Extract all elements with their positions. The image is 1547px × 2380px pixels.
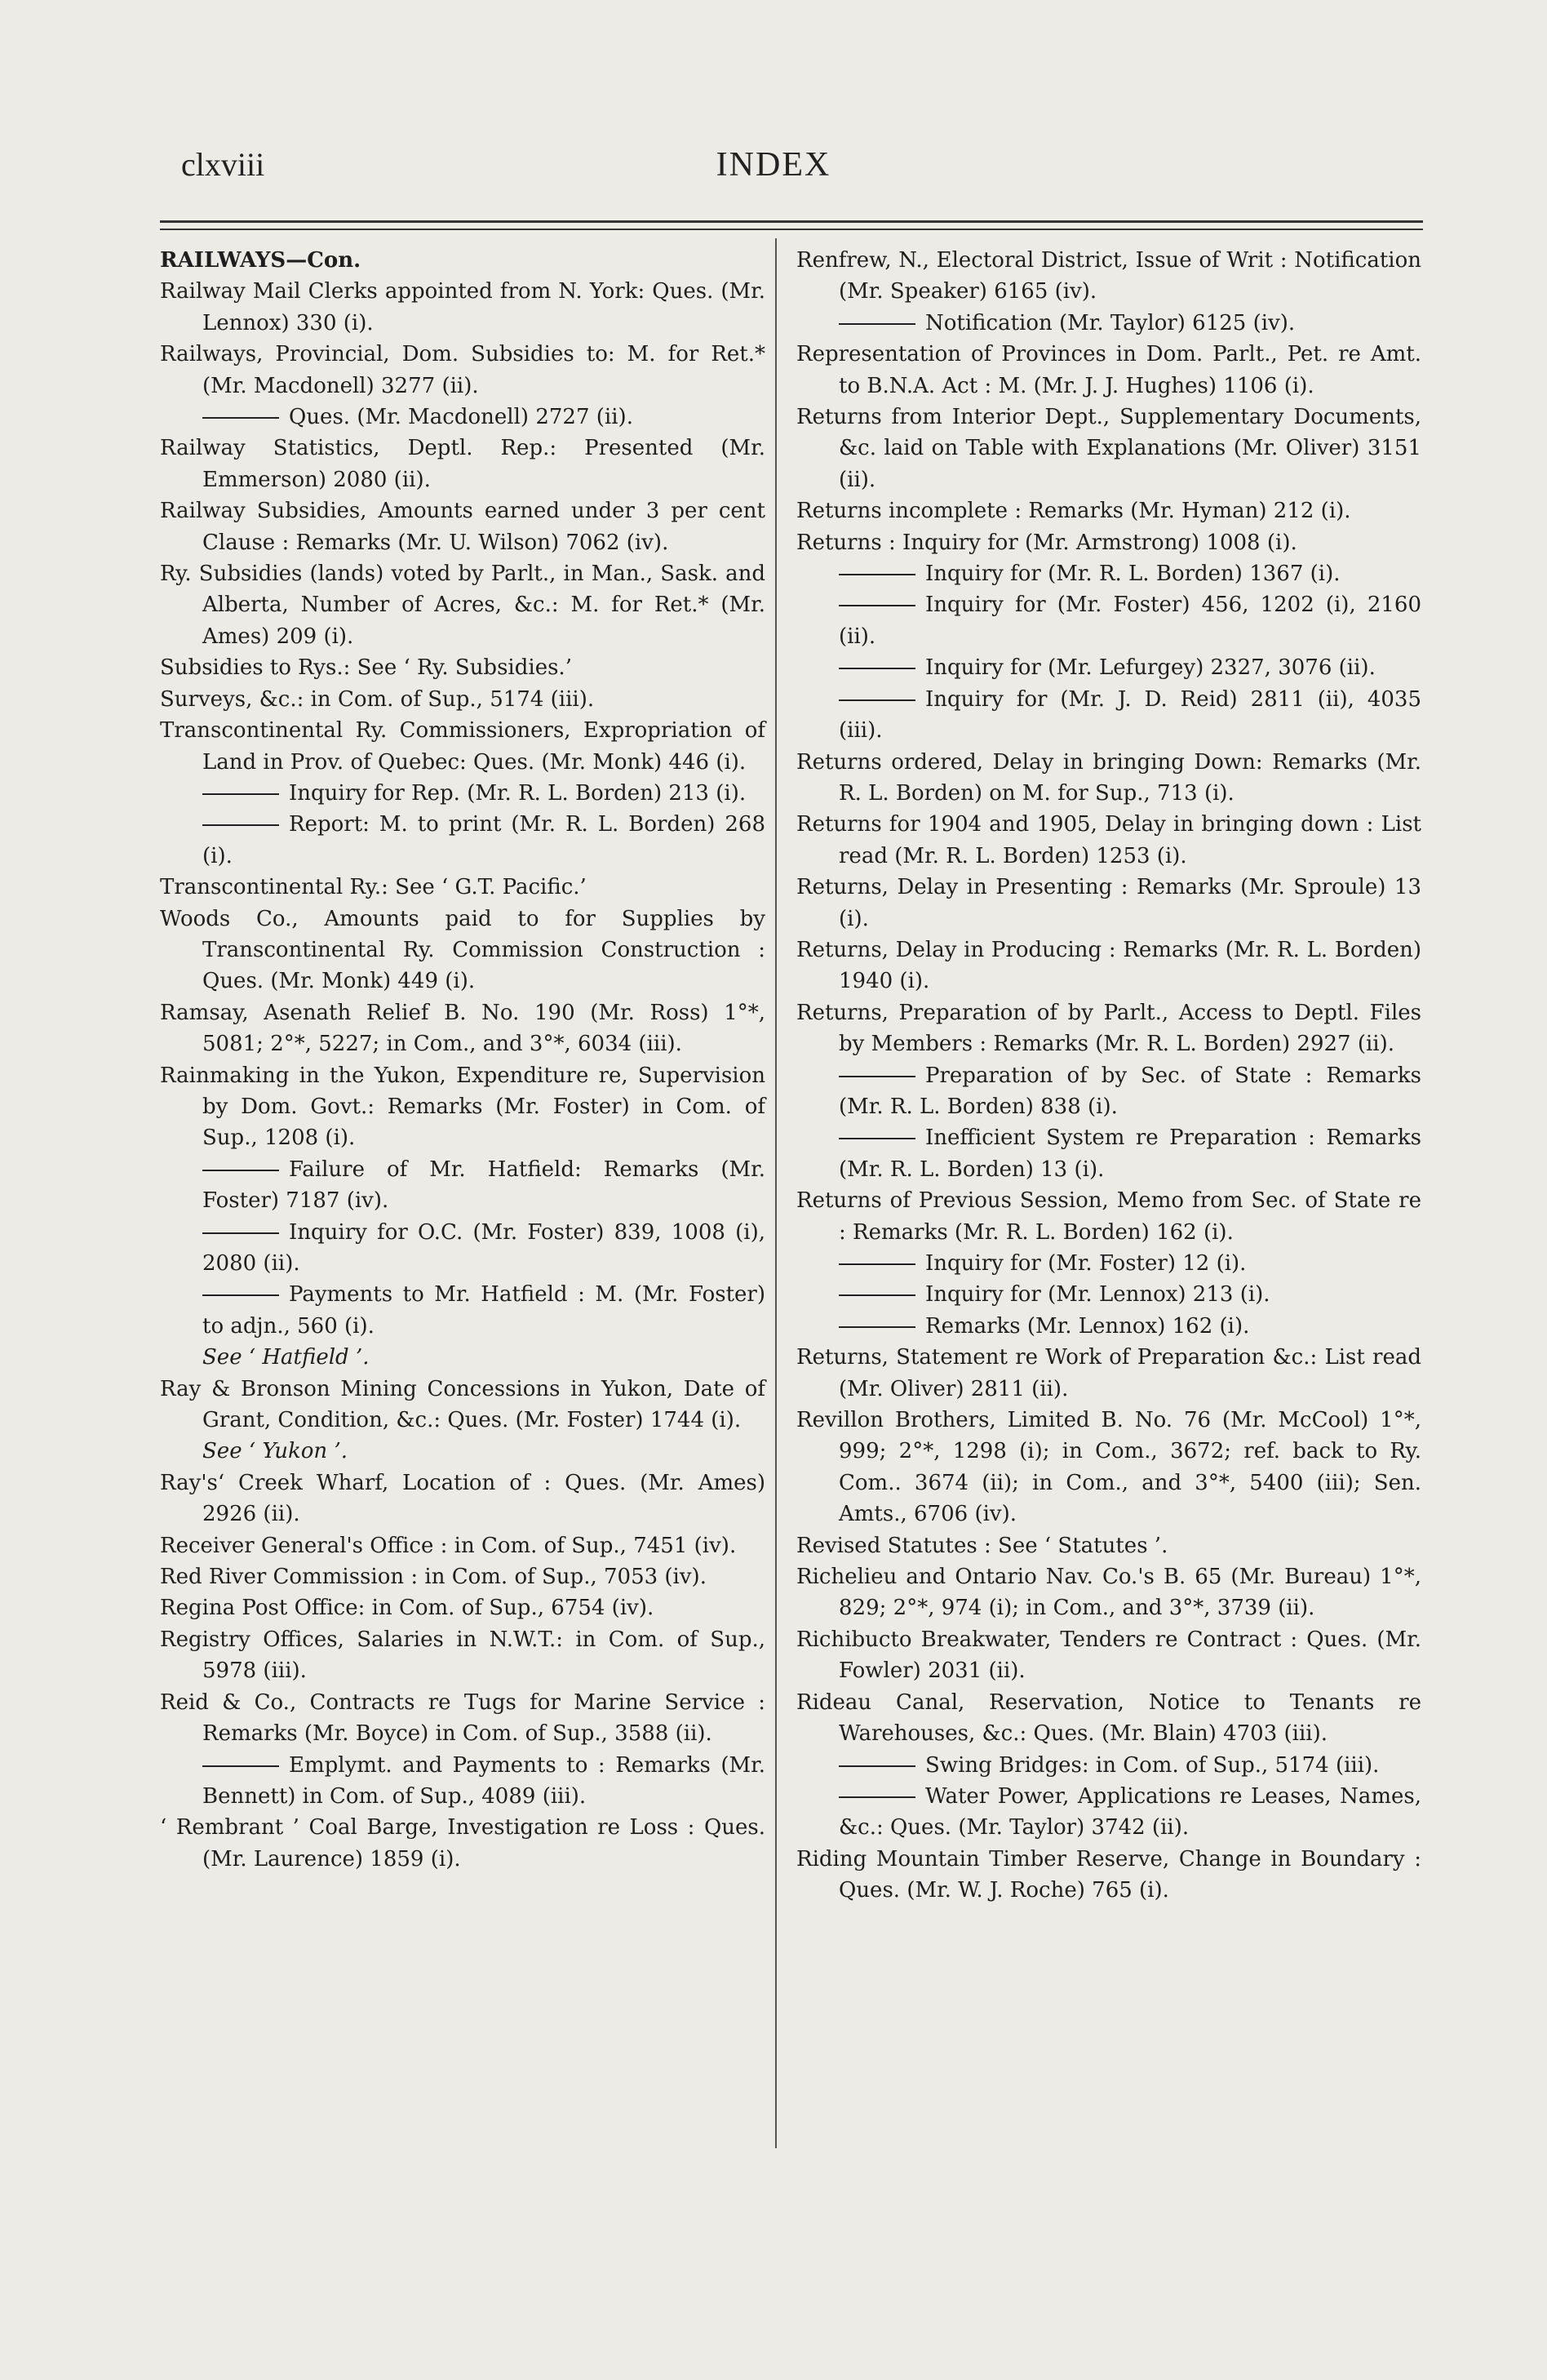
index-entry xyxy=(160,433,765,495)
ditto-dash xyxy=(839,1765,915,1767)
index-entry-text: RAILWAYS—Con. xyxy=(160,248,361,273)
index-entry-text: Water Power, Applications re Leases, Names, &c.: Ques. (Mr. Taylor) 3742 (ii). xyxy=(839,1783,1421,1841)
index-entry xyxy=(796,558,1421,589)
index-entry-text: Swing Bridges: in Com. of Sup., 5174 (iii). xyxy=(925,1752,1380,1778)
index-entry xyxy=(796,1342,1421,1405)
index-entry-text: Inquiry for (Mr. R. L. Borden) 1367 (i). xyxy=(925,562,1341,587)
page-number: clxviii xyxy=(181,146,265,183)
index-entry xyxy=(160,1342,765,1373)
left-column xyxy=(160,245,765,1875)
index-entry-text: Returns of Previous Session, Memo from Sec. of State re : Remarks (Mr. R. L. Borden) 162 (i). xyxy=(796,1188,1421,1245)
index-entry-text: Subsidies to Rys.: See ‘ Ry. Subsidies.’ xyxy=(160,655,572,681)
index-entry-text: Report: M. to print (Mr. R. L. Borden) 268 (i). xyxy=(202,812,765,868)
index-entry-text: Representation of Provinces in Dom. Parlt., Pet. re Amt. to B.N.A. Act : M. (Mr. J. J. Hughes) 1106 (i). xyxy=(796,342,1421,398)
index-entry xyxy=(796,1185,1421,1248)
ditto-dash xyxy=(839,605,915,606)
index-entry xyxy=(160,339,765,402)
index-entry xyxy=(796,245,1421,308)
ditto-dash xyxy=(839,1796,915,1798)
header-rule-top xyxy=(160,220,1423,223)
index-entry xyxy=(160,1154,765,1217)
index-entry xyxy=(796,1248,1421,1279)
index-entry xyxy=(160,872,765,903)
index-entry xyxy=(160,904,765,997)
index-entry xyxy=(796,1750,1421,1781)
index-entry-text: Renfrew, N., Electoral District, Issue of Writ : Notification (Mr. Speaker) 6165 (iv). xyxy=(796,248,1421,304)
ditto-dash xyxy=(839,1076,915,1077)
ditto-dash xyxy=(839,323,915,325)
index-entry-text: Railways, Provincial, Dom. Subsidies to: M. for Ret.* (Mr. Macdonell) 3277 (ii). xyxy=(160,342,765,398)
ditto-dash xyxy=(202,1170,279,1171)
index-entry xyxy=(796,1561,1421,1624)
index-entry xyxy=(160,715,765,778)
index-entry xyxy=(160,684,765,715)
index-entry xyxy=(160,1750,765,1813)
index-entry-text: Richelieu and Ontario Nav. Co.'s B. 65 (Mr. Bureau) 1°*, 829; 2°*, 974 (i); in Com., and 3°*, 3739 (ii). xyxy=(796,1565,1421,1621)
index-entry-text: See ‘ Yukon ’. xyxy=(202,1439,348,1464)
index-entry xyxy=(160,1436,765,1467)
index-entry xyxy=(796,1311,1421,1342)
ditto-dash xyxy=(202,824,279,826)
index-entry-text: Ques. (Mr. Macdonell) 2727 (ii). xyxy=(289,405,633,430)
ditto-dash xyxy=(839,1294,915,1296)
index-entry xyxy=(160,997,765,1060)
index-entry-text: Transcontinental Ry. Commissioners, Expropriation of Land in Prov. of Quebec: Ques. (Mr. Monk) 446 (i). xyxy=(160,718,765,775)
ditto-dash xyxy=(202,793,279,795)
index-entry-text: Rainmaking in the Yukon, Expenditure re, Supervision by Dom. Govt.: Remarks (Mr. Foster) in Com. of Sup., 1208 (i). xyxy=(160,1063,765,1151)
index-entry xyxy=(160,1687,765,1750)
index-entry-text: Regina Post Office: in Com. of Sup., 6754 (iv). xyxy=(160,1596,654,1621)
index-entry xyxy=(160,1468,765,1530)
index-entry-text: Reid & Co., Contracts re Tugs for Marine Service : Remarks (Mr. Boyce) in Com. of Sup., 3588 (ii). xyxy=(160,1690,765,1747)
index-entry-text: Emplymt. and Payments to : Remarks (Mr. Bennett) in Com. of Sup., 4089 (iii). xyxy=(202,1752,765,1809)
index-entry-text: Riding Mountain Timber Reserve, Change in Boundary : Ques. (Mr. W. J. Roche) 765 (i). xyxy=(796,1846,1421,1903)
index-entry-text: Ray's‘ Creek Wharf, Location of : Ques. (Mr. Ames) 2926 (ii). xyxy=(160,1470,765,1527)
index-entry-text: Inquiry for (Mr. Foster) 12 (i). xyxy=(925,1251,1247,1276)
index-entry xyxy=(160,1279,765,1342)
column-divider xyxy=(775,238,777,2148)
index-entry xyxy=(796,872,1421,935)
index-entry-text: Ramsay, Asenath Relief B. No. 190 (Mr. Ross) 1°*, 5081; 2°*, 5227; in Com., and 3°*, 6034 (iii). xyxy=(160,1000,765,1057)
index-entry-text: Returns, Statement re Work of Preparation &c.: List read (Mr. Oliver) 2811 (ii). xyxy=(796,1345,1421,1401)
index-entry-text: Remarks (Mr. Lennox) 162 (i). xyxy=(925,1313,1250,1339)
index-entry-text: Surveys, &c.: in Com. of Sup., 5174 (iii). xyxy=(160,686,595,712)
index-entry xyxy=(160,1561,765,1592)
index-section-heading xyxy=(160,245,765,276)
index-entry-text: Transcontinental Ry.: See ‘ G.T. Pacific.’ xyxy=(160,875,587,900)
index-entry xyxy=(796,935,1421,997)
index-entry xyxy=(796,1844,1421,1907)
index-entry-text: Returns for 1904 and 1905, Delay in bringing down : List read (Mr. R. L. Borden) 1253 (i). xyxy=(796,812,1421,868)
index-entry-text: Woods Co., Amounts paid to for Supplies by Transcontinental Ry. Commission Construction : Ques. (Mr. Monk) 449 (i). xyxy=(160,906,765,994)
index-entry-text: Ry. Subsidies (lands) voted by Parlt., in Man., Sask. and Alberta, Number of Acres, &c.: M. for Ret.* (Mr. Ames) 209 (i). xyxy=(160,562,765,649)
index-entry xyxy=(160,809,765,872)
index-entry xyxy=(796,1060,1421,1123)
index-entry xyxy=(160,402,765,433)
index-entry-text: Railway Statistics, Deptl. Rep.: Presented (Mr. Emmerson) 2080 (ii). xyxy=(160,436,765,492)
index-entry xyxy=(796,747,1421,810)
index-entry-text: Inquiry for (Mr. Foster) 456, 1202 (i), 2160 (ii). xyxy=(839,593,1421,649)
index-entry-text: Inquiry for (Mr. Lefurgey) 2327, 3076 (ii). xyxy=(925,655,1376,681)
index-entry xyxy=(160,1624,765,1687)
index-entry xyxy=(796,308,1421,339)
index-entry-text: Returns, Delay in Presenting : Remarks (Mr. Sproule) 13 (i). xyxy=(796,875,1421,931)
index-entry-text: Returns, Preparation of by Parlt., Access to Deptl. Files by Members : Remarks (Mr. R. L. Borden) 2927 (ii). xyxy=(796,1000,1421,1057)
index-entry-text: Notification (Mr. Taylor) 6125 (iv). xyxy=(925,310,1296,335)
index-entry-text: Inquiry for (Mr. Lennox) 213 (i). xyxy=(925,1282,1270,1308)
index-entry xyxy=(160,1374,765,1436)
index-entry xyxy=(160,1812,765,1875)
index-entry xyxy=(160,1530,765,1561)
index-entry-text: Returns ordered, Delay in bringing Down: Remarks (Mr. R. L. Borden) on M. for Sup., 713 (i). xyxy=(796,749,1421,806)
index-entry xyxy=(160,495,765,558)
index-entry xyxy=(160,1217,765,1280)
index-entry xyxy=(796,1530,1421,1561)
index-entry-text: Preparation of by Sec. of State : Remarks (Mr. R. L. Borden) 838 (i). xyxy=(839,1063,1421,1119)
index-entry xyxy=(796,527,1421,558)
index-entry-text: Returns incomplete : Remarks (Mr. Hyman) 212 (i). xyxy=(796,499,1351,524)
ditto-dash xyxy=(202,1294,279,1296)
index-entry xyxy=(796,1279,1421,1310)
index-entry-text: Returns from Interior Dept., Supplementary Documents, &c. laid on Table with Explanations (Mr. Oliver) 3151 (ii). xyxy=(796,405,1421,492)
index-entry-text: Revillon Brothers, Limited B. No. 76 (Mr. McCool) 1°*, 999; 2°*, 1298 (i); in Com., 3672; ref. back to Ry. Com.. 3674 (ii); in Com., and 3°*, 5400 (iii); Sen. Amts., 6706 (iv). xyxy=(796,1408,1421,1527)
index-entry xyxy=(796,1624,1421,1687)
index-entry xyxy=(796,809,1421,872)
index-entry xyxy=(160,778,765,809)
header-rule-bottom xyxy=(160,229,1423,230)
index-entry xyxy=(796,1405,1421,1530)
index-entry xyxy=(160,1060,765,1154)
index-entry-text: Rideau Canal, Reservation, Notice to Tenants re Warehouses, &c.: Ques. (Mr. Blain) 4703 (iii). xyxy=(796,1690,1421,1747)
index-entry xyxy=(160,558,765,652)
index-entry xyxy=(160,276,765,339)
ditto-dash xyxy=(839,668,915,669)
index-entry-text: Receiver General's Office : in Com. of Sup., 7451 (iv). xyxy=(160,1533,737,1558)
index-entry xyxy=(796,1781,1421,1844)
index-entry-text: Inquiry for Rep. (Mr. R. L. Borden) 213 (i). xyxy=(289,780,747,806)
index-entry-text: Railway Mail Clerks appointed from N. York: Ques. (Mr. Lennox) 330 (i). xyxy=(160,279,765,335)
index-entry xyxy=(796,652,1421,683)
index-entry xyxy=(796,589,1421,652)
index-entry-text: ‘ Rembrant ’ Coal Barge, Investigation re Loss : Ques. (Mr. Laurence) 1859 (i). xyxy=(160,1815,765,1872)
index-entry xyxy=(796,997,1421,1060)
index-entry-text: Red River Commission : in Com. of Sup., 7053 (iv). xyxy=(160,1565,707,1590)
index-entry-text: Payments to Mr. Hatfield : M. (Mr. Foster) to adjn., 560 (i). xyxy=(202,1282,765,1339)
index-entry xyxy=(796,1122,1421,1185)
ditto-dash xyxy=(202,417,279,419)
index-entry-text: Inquiry for (Mr. J. D. Reid) 2811 (ii), 4035 (iii). xyxy=(839,686,1421,744)
index-entry-text: Railway Subsidies, Amounts earned under 3 per cent Clause : Remarks (Mr. U. Wilson) 7062 (iv). xyxy=(160,499,765,555)
index-entry-text: Returns, Delay in Producing : Remarks (Mr. R. L. Borden) 1940 (i). xyxy=(796,937,1421,994)
index-entry-text: Revised Statutes : See ‘ Statutes ’. xyxy=(796,1533,1168,1558)
ditto-dash xyxy=(839,1263,915,1265)
index-entry-text: Richibucto Breakwater, Tenders re Contract : Ques. (Mr. Fowler) 2031 (ii). xyxy=(796,1627,1421,1684)
ditto-dash xyxy=(839,699,915,701)
index-entry-text: Failure of Mr. Hatfield: Remarks (Mr. Foster) 7187 (iv). xyxy=(202,1157,765,1214)
index-entry-text: Registry Offices, Salaries in N.W.T.: in Com. of Sup., 5978 (iii). xyxy=(160,1627,765,1684)
index-entry xyxy=(796,339,1421,402)
index-entry xyxy=(796,495,1421,526)
index-entry-text: Ray & Bronson Mining Concessions in Yukon, Date of Grant, Condition, &c.: Ques. (Mr. Foster) 1744 (i). xyxy=(160,1376,765,1433)
ditto-dash xyxy=(839,574,915,575)
ditto-dash xyxy=(202,1765,279,1767)
index-entry-text: Inefficient System re Preparation : Remarks (Mr. R. L. Borden) 13 (i). xyxy=(839,1126,1421,1182)
index-entry-text: Inquiry for O.C. (Mr. Foster) 839, 1008 (i), 2080 (ii). xyxy=(202,1219,765,1276)
index-entry-text: See ‘ Hatfield ’. xyxy=(202,1345,370,1370)
ditto-dash xyxy=(839,1138,915,1139)
index-entry xyxy=(796,402,1421,495)
right-column xyxy=(796,245,1421,1907)
index-entry xyxy=(796,1687,1421,1750)
ditto-dash xyxy=(839,1326,915,1328)
index-entry xyxy=(796,684,1421,747)
index-entry-text: Returns : Inquiry for (Mr. Armstrong) 1008 (i). xyxy=(796,530,1297,555)
index-entry xyxy=(160,1592,765,1623)
index-entry xyxy=(160,652,765,683)
page-title: INDEX xyxy=(716,146,831,184)
ditto-dash xyxy=(202,1232,279,1234)
